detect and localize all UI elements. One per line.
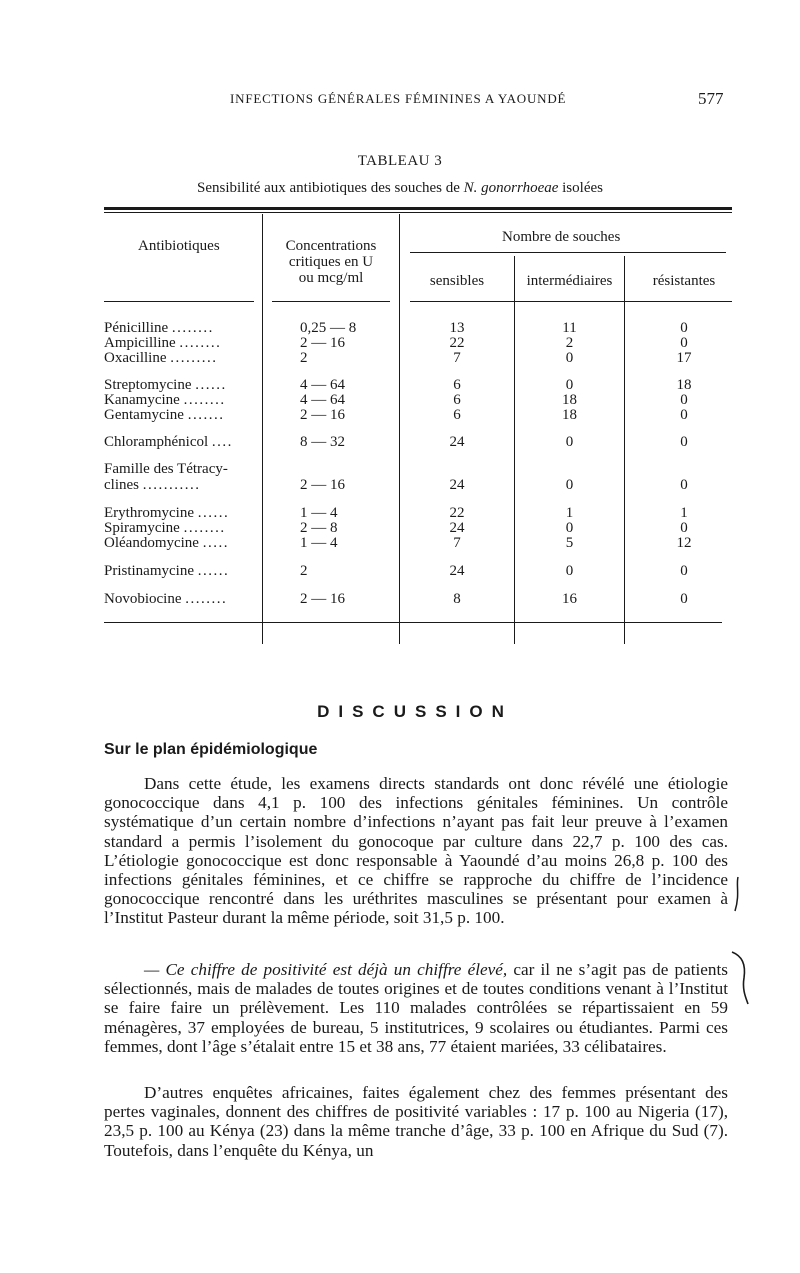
table-caption (0, 180, 800, 197)
cell-sens: 6 (453, 377, 461, 393)
cell-inter: 0 (565, 520, 574, 536)
paragraph-3: D’autres enquêtes africaines, faites également chez des femmes présentant des pertes vaginales, donnent des chiffres de positivité variables : 17 p. 100 au Nigeria (17), 23,5 p. 100 au Kénya (23) dans la même tranche d’âge, 33 p. 100 en Afrique du Sud (7). Toutefois, dans l’enquête du Kénya, un (104, 1083, 728, 1160)
running-title: INFECTIONS GÉNÉRALES FÉMININES A YAOUNDÉ (230, 91, 567, 106)
cell-res: 0 (680, 392, 688, 408)
cell-conc: 1 — 4 (300, 535, 338, 551)
column-divider-3 (514, 256, 515, 644)
cell-res: 17 (676, 350, 692, 366)
leader-dots: .... (211, 434, 233, 450)
antibiotic-name (104, 564, 229, 579)
caption-text-after: isolées (558, 180, 603, 196)
cell-sens: 24 (449, 477, 465, 493)
margin-brace-mark (728, 950, 754, 1006)
antibiotic-name (104, 435, 233, 450)
cell-sens: 13 (449, 320, 465, 336)
cell-conc: 2 — 16 (300, 477, 345, 493)
margin-bracket-mark (732, 875, 746, 915)
antibiotic-label: Famille des Tétracy- (104, 461, 228, 477)
antibiotic-label: Chloramphénicol (104, 434, 209, 450)
leader-dots: ........ (179, 335, 222, 351)
antibiotic-name (104, 536, 229, 551)
cell-res: 0 (680, 477, 688, 493)
cell-inter: 18 (562, 392, 577, 408)
header-concentrations-line1: Concentrations (285, 238, 377, 254)
cell-inter: 0 (565, 377, 574, 393)
page-number: 577 (698, 89, 724, 108)
header-concentrations-line3: ou mcg/ml (298, 270, 364, 286)
antibiotic-name (104, 506, 229, 521)
cell-inter: 11 (562, 320, 577, 336)
cell-conc: 4 — 64 (300, 392, 345, 408)
cell-res: 0 (680, 591, 688, 607)
cell-res: 0 (680, 320, 688, 336)
header-concentrations-line2: critiques en U (288, 254, 374, 270)
leader-dots: ...... (195, 377, 227, 393)
table-title: TABLEAU 3 (357, 153, 443, 169)
cell-inter: 0 (565, 350, 574, 366)
antibiotic-name (104, 378, 227, 393)
antibiotic-name (104, 462, 228, 477)
header-bottom-rule-left (104, 301, 254, 302)
cell-conc: 2 (300, 350, 308, 366)
leader-dots: ........ (183, 392, 226, 408)
paragraph-1: Dans cette étude, les examens directs standards ont donc révélé une étiologie gonococcique dans 4,1 p. 100 des infections génitales féminines. Un contrôle systématique d’un certain nombre d’infections n’ayant pas fait leur preuve à l’examen standard a permis l’isolement du gonocoque par culture dans 22,7 p. 100 des cas. L’étiologie gonococcique est donc responsable à Yaoundé d’au moins 26,8 p. 100 des infections génitales féminines, et ce chiffre se rapproche du chiffre de l’incidence gonococcique rencontré dans les uréthrites masculines se présentant pour examen à l’Institut Pasteur durant la même période, soit 31,5 p. 100. (104, 774, 728, 928)
antibiotic-label: Pristinamycine (104, 563, 194, 579)
cell-conc: 2 (300, 563, 308, 579)
cell-conc: 8 — 32 (300, 434, 345, 450)
cell-conc: 2 — 16 (300, 335, 345, 351)
antibiotic-label: Erythromycine (104, 505, 194, 521)
cell-inter: 0 (565, 434, 574, 450)
leader-dots: ...... (197, 563, 230, 579)
header-antibiotics: Antibiotiques (138, 238, 220, 254)
cell-conc: 2 — 16 (300, 407, 345, 423)
cell-res: 12 (676, 535, 692, 551)
leader-dots: ..... (202, 535, 229, 551)
column-divider-4 (624, 256, 625, 644)
antibiotic-label: Oléandomycine (104, 535, 199, 551)
cell-inter: 1 (565, 505, 574, 521)
section-title: DISCUSSION (317, 702, 513, 721)
paragraph-2-italic: — Ce chiffre de positivité est déjà un chiffre élevé, (144, 960, 508, 979)
leader-dots: ........ (171, 320, 214, 336)
cell-inter: 0 (565, 477, 574, 493)
cell-inter: 18 (562, 407, 577, 423)
cell-res: 0 (680, 335, 688, 351)
antibiotic-label: Streptomycine (104, 377, 192, 393)
cell-res: 18 (676, 377, 692, 393)
cell-sens: 24 (449, 434, 465, 450)
cell-conc: 2 — 8 (300, 520, 338, 536)
cell-res: 0 (680, 563, 688, 579)
cell-inter: 2 (565, 335, 574, 351)
header-bottom-rule-right (410, 301, 732, 302)
header-sensitive: sensibles (429, 273, 485, 289)
antibiotic-label: Ampicilline (104, 335, 176, 351)
table-top-rule-thick (104, 207, 732, 210)
paragraph-2-text: car il ne s’agit pas de patients sélectionnés, mais de malades de toutes origines et de toutes conditions venant à l’Institut se faire faire un prélèvement. Les 110 malades contrôlées se répartissaient en 59 ménagères, 37 employées de bureau, 5 institutrices, 9 scolaires ou étudiantes. Parmi ces femmes, dont l’âge s’étalait entre 15 et 38 ans, 77 étaient mariées, 33 célibataires. (104, 960, 728, 1056)
header-resistant: résistantes (652, 273, 716, 289)
antibiotic-name (104, 592, 227, 607)
cell-sens: 24 (449, 563, 465, 579)
cell-inter: 5 (565, 535, 574, 551)
caption-text-before: Sensibilité aux antibiotiques des souches de (197, 180, 464, 196)
antibiotic-name (104, 321, 214, 336)
antibiotic-name (104, 393, 226, 408)
caption-species: N. gonorrhoeae (463, 180, 559, 196)
cell-sens: 8 (453, 591, 461, 607)
leader-dots: ........ (183, 520, 226, 536)
antibiotic-label: Gentamycine (104, 407, 184, 423)
antibiotic-label: clines (104, 477, 139, 493)
cell-sens: 7 (453, 535, 461, 551)
antibiotic-name (104, 336, 221, 351)
cell-sens: 22 (449, 335, 465, 351)
antibiotic-label: Oxacilline (104, 350, 167, 366)
cell-sens: 6 (453, 407, 461, 423)
leader-dots: ...... (197, 505, 230, 521)
leader-dots: ........... (142, 477, 201, 493)
paragraph-2 (104, 960, 728, 1056)
antibiotic-name (104, 351, 217, 366)
cell-conc: 1 — 4 (300, 505, 338, 521)
cell-sens: 6 (453, 392, 461, 408)
header-intermediate: intermédiaires (526, 273, 613, 289)
cell-sens: 24 (449, 520, 465, 536)
antibiotic-label: Pénicilline (104, 320, 169, 336)
subsection-heading: Sur le plan épidémiologique (104, 741, 318, 758)
antibiotic-name (104, 521, 226, 536)
cell-sens: 7 (453, 350, 461, 366)
cell-sens: 22 (449, 505, 465, 521)
cell-res: 1 (680, 505, 688, 521)
header-strains-group: Nombre de souches (502, 229, 621, 245)
antibiotic-label: Novobiocine (104, 591, 182, 607)
leader-dots: ......... (170, 350, 218, 366)
antibiotic-name (104, 478, 201, 493)
cell-inter: 16 (562, 591, 577, 607)
antibiotic-label: Spiramycine (104, 520, 180, 536)
header-bottom-rule-mid (272, 301, 390, 302)
cell-res: 0 (680, 434, 688, 450)
table-top-rule-thin (104, 212, 732, 213)
cell-conc: 0,25 — 8 (300, 320, 357, 336)
table-bottom-rule (104, 622, 722, 623)
leader-dots: ........ (185, 591, 228, 607)
antibiotic-name (104, 408, 224, 423)
cell-conc: 4 — 64 (300, 377, 345, 393)
strains-group-rule (410, 252, 726, 253)
antibiotic-label: Kanamycine (104, 392, 180, 408)
leader-dots: ....... (187, 407, 225, 423)
cell-inter: 0 (565, 563, 574, 579)
cell-res: 0 (680, 407, 688, 423)
cell-conc: 2 — 16 (300, 591, 345, 607)
cell-res: 0 (680, 520, 688, 536)
